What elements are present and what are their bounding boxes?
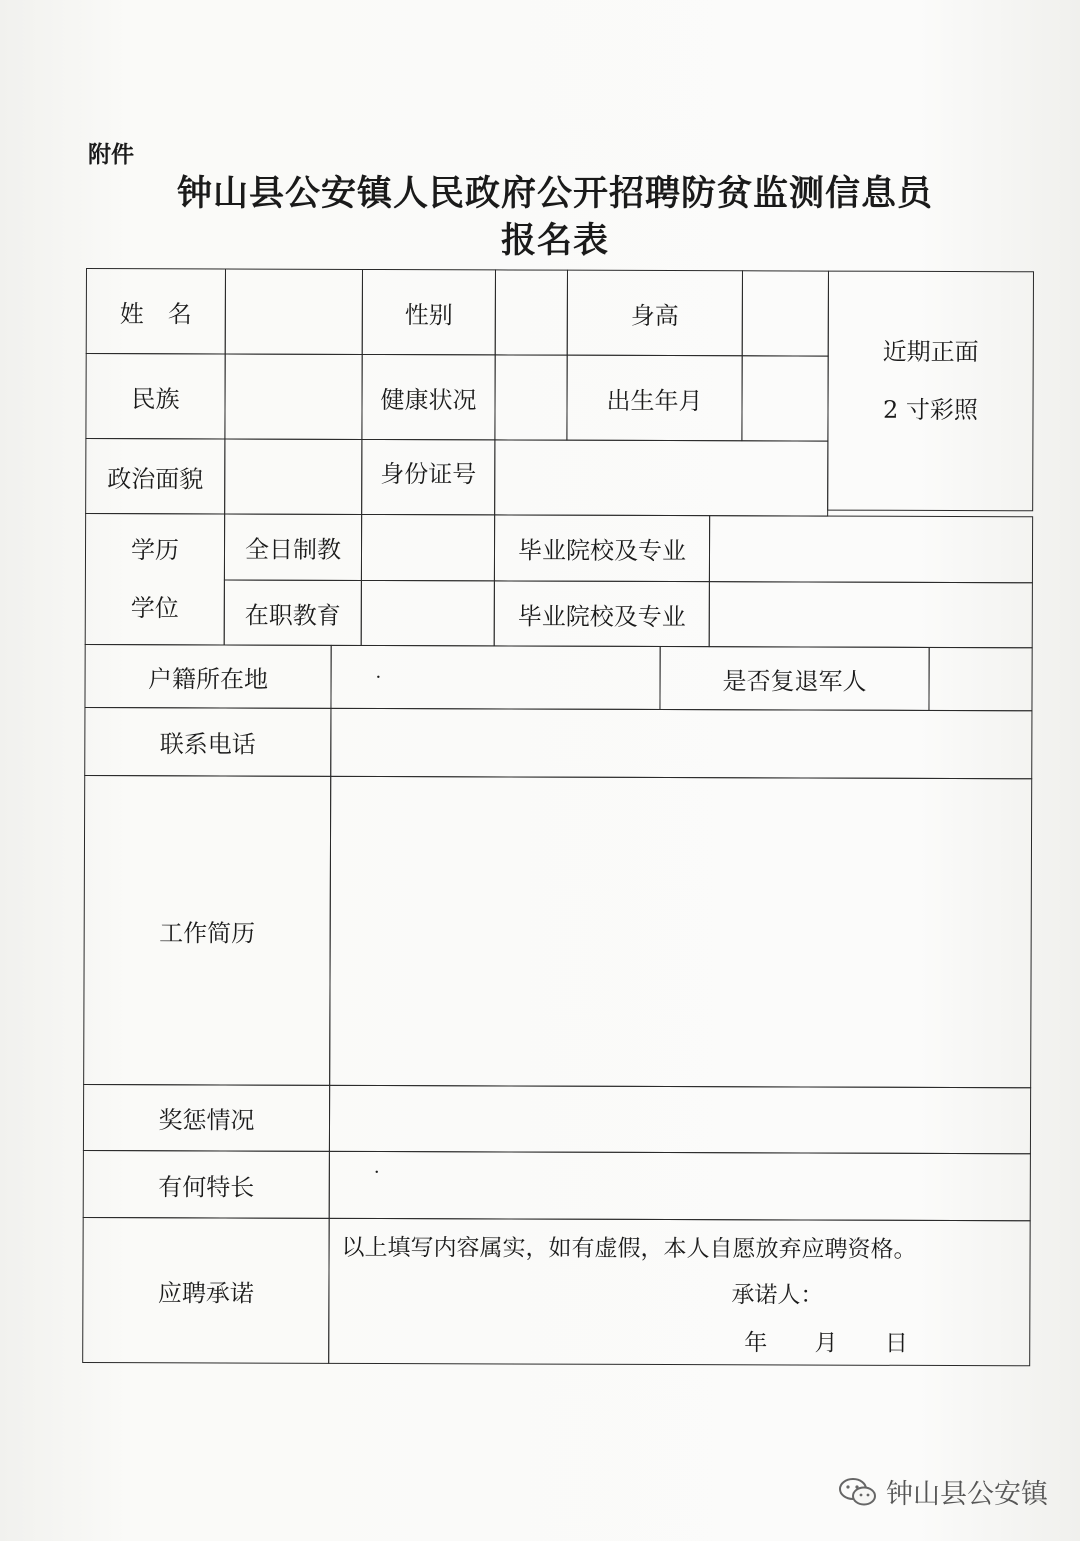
- input-work-history[interactable]: [329, 776, 1032, 1088]
- input-school-onjob[interactable]: [709, 581, 1033, 648]
- form-title: 钟山县公安镇人民政府公开招聘防贫监测信息员: [176, 173, 933, 214]
- label-fulltime-edu: 全日制教: [224, 513, 362, 580]
- form-subtitle: 报名表: [500, 220, 609, 261]
- pledge-date: 年 月 日: [744, 1330, 908, 1357]
- label-name: 姓 名: [86, 268, 226, 354]
- input-phone[interactable]: [330, 708, 1032, 779]
- label-height: 身高: [567, 270, 743, 357]
- label-political: 政治面貌: [85, 438, 225, 514]
- label-awards: 奖惩情况: [83, 1084, 330, 1152]
- label-education: [85, 513, 225, 645]
- label-ethnicity: 民族: [85, 353, 225, 439]
- watermark-text: 钟山县公安镇: [886, 1479, 1048, 1510]
- input-id-number[interactable]: [494, 439, 828, 516]
- label-school-onjob: 毕业院校及专业: [494, 580, 710, 647]
- label-skills: 有何特长: [83, 1150, 330, 1219]
- label-health: 健康状况: [361, 354, 495, 440]
- input-ethnicity[interactable]: [224, 353, 362, 439]
- input-height[interactable]: [742, 270, 829, 356]
- input-school-fulltime[interactable]: [709, 515, 1033, 583]
- label-household: 户籍所在地: [84, 644, 331, 709]
- attachment-label: 附件: [88, 142, 134, 168]
- photo-label-line1: 近期正面: [882, 337, 979, 367]
- input-political[interactable]: [224, 438, 362, 514]
- label-id-number: 身份证号: [361, 439, 495, 515]
- input-skills[interactable]: ·: [329, 1151, 1031, 1221]
- label-education-line1: 学历: [130, 536, 180, 565]
- label-gender: 性别: [362, 269, 496, 355]
- label-work-history: 工作简历: [83, 775, 331, 1086]
- label-phone: 联系电话: [84, 707, 331, 777]
- input-birth[interactable]: [741, 355, 828, 441]
- input-health[interactable]: [494, 354, 567, 440]
- watermark: [838, 1472, 1048, 1511]
- input-veteran[interactable]: [928, 647, 1032, 711]
- input-gender[interactable]: [495, 269, 568, 355]
- registration-form: [82, 268, 1034, 1366]
- input-awards[interactable]: [329, 1085, 1031, 1154]
- label-onjob-edu: 在职教育: [224, 579, 362, 645]
- pledge-statement: 以上填写内容属实，如有虚假，本人自愿放弃应聘资格。: [341, 1234, 917, 1263]
- label-veteran: 是否复退军人: [659, 646, 929, 711]
- label-education-line2: 学位: [130, 594, 179, 623]
- input-fulltime-edu[interactable]: [361, 514, 495, 581]
- input-onjob-edu[interactable]: [361, 580, 495, 646]
- label-pledge: 应聘承诺: [82, 1217, 330, 1364]
- pledge-signer: 承诺人：: [731, 1282, 824, 1309]
- label-school-fulltime: 毕业院校及专业: [494, 514, 710, 582]
- pledge-box: [328, 1218, 1031, 1366]
- label-birth: 出生年月: [566, 355, 742, 442]
- wechat-icon: [838, 1476, 878, 1508]
- input-household[interactable]: ·: [330, 645, 660, 710]
- photo-label-line2: 2 寸彩照: [883, 395, 979, 425]
- photo-box[interactable]: [827, 271, 1034, 512]
- input-name[interactable]: [225, 268, 363, 354]
